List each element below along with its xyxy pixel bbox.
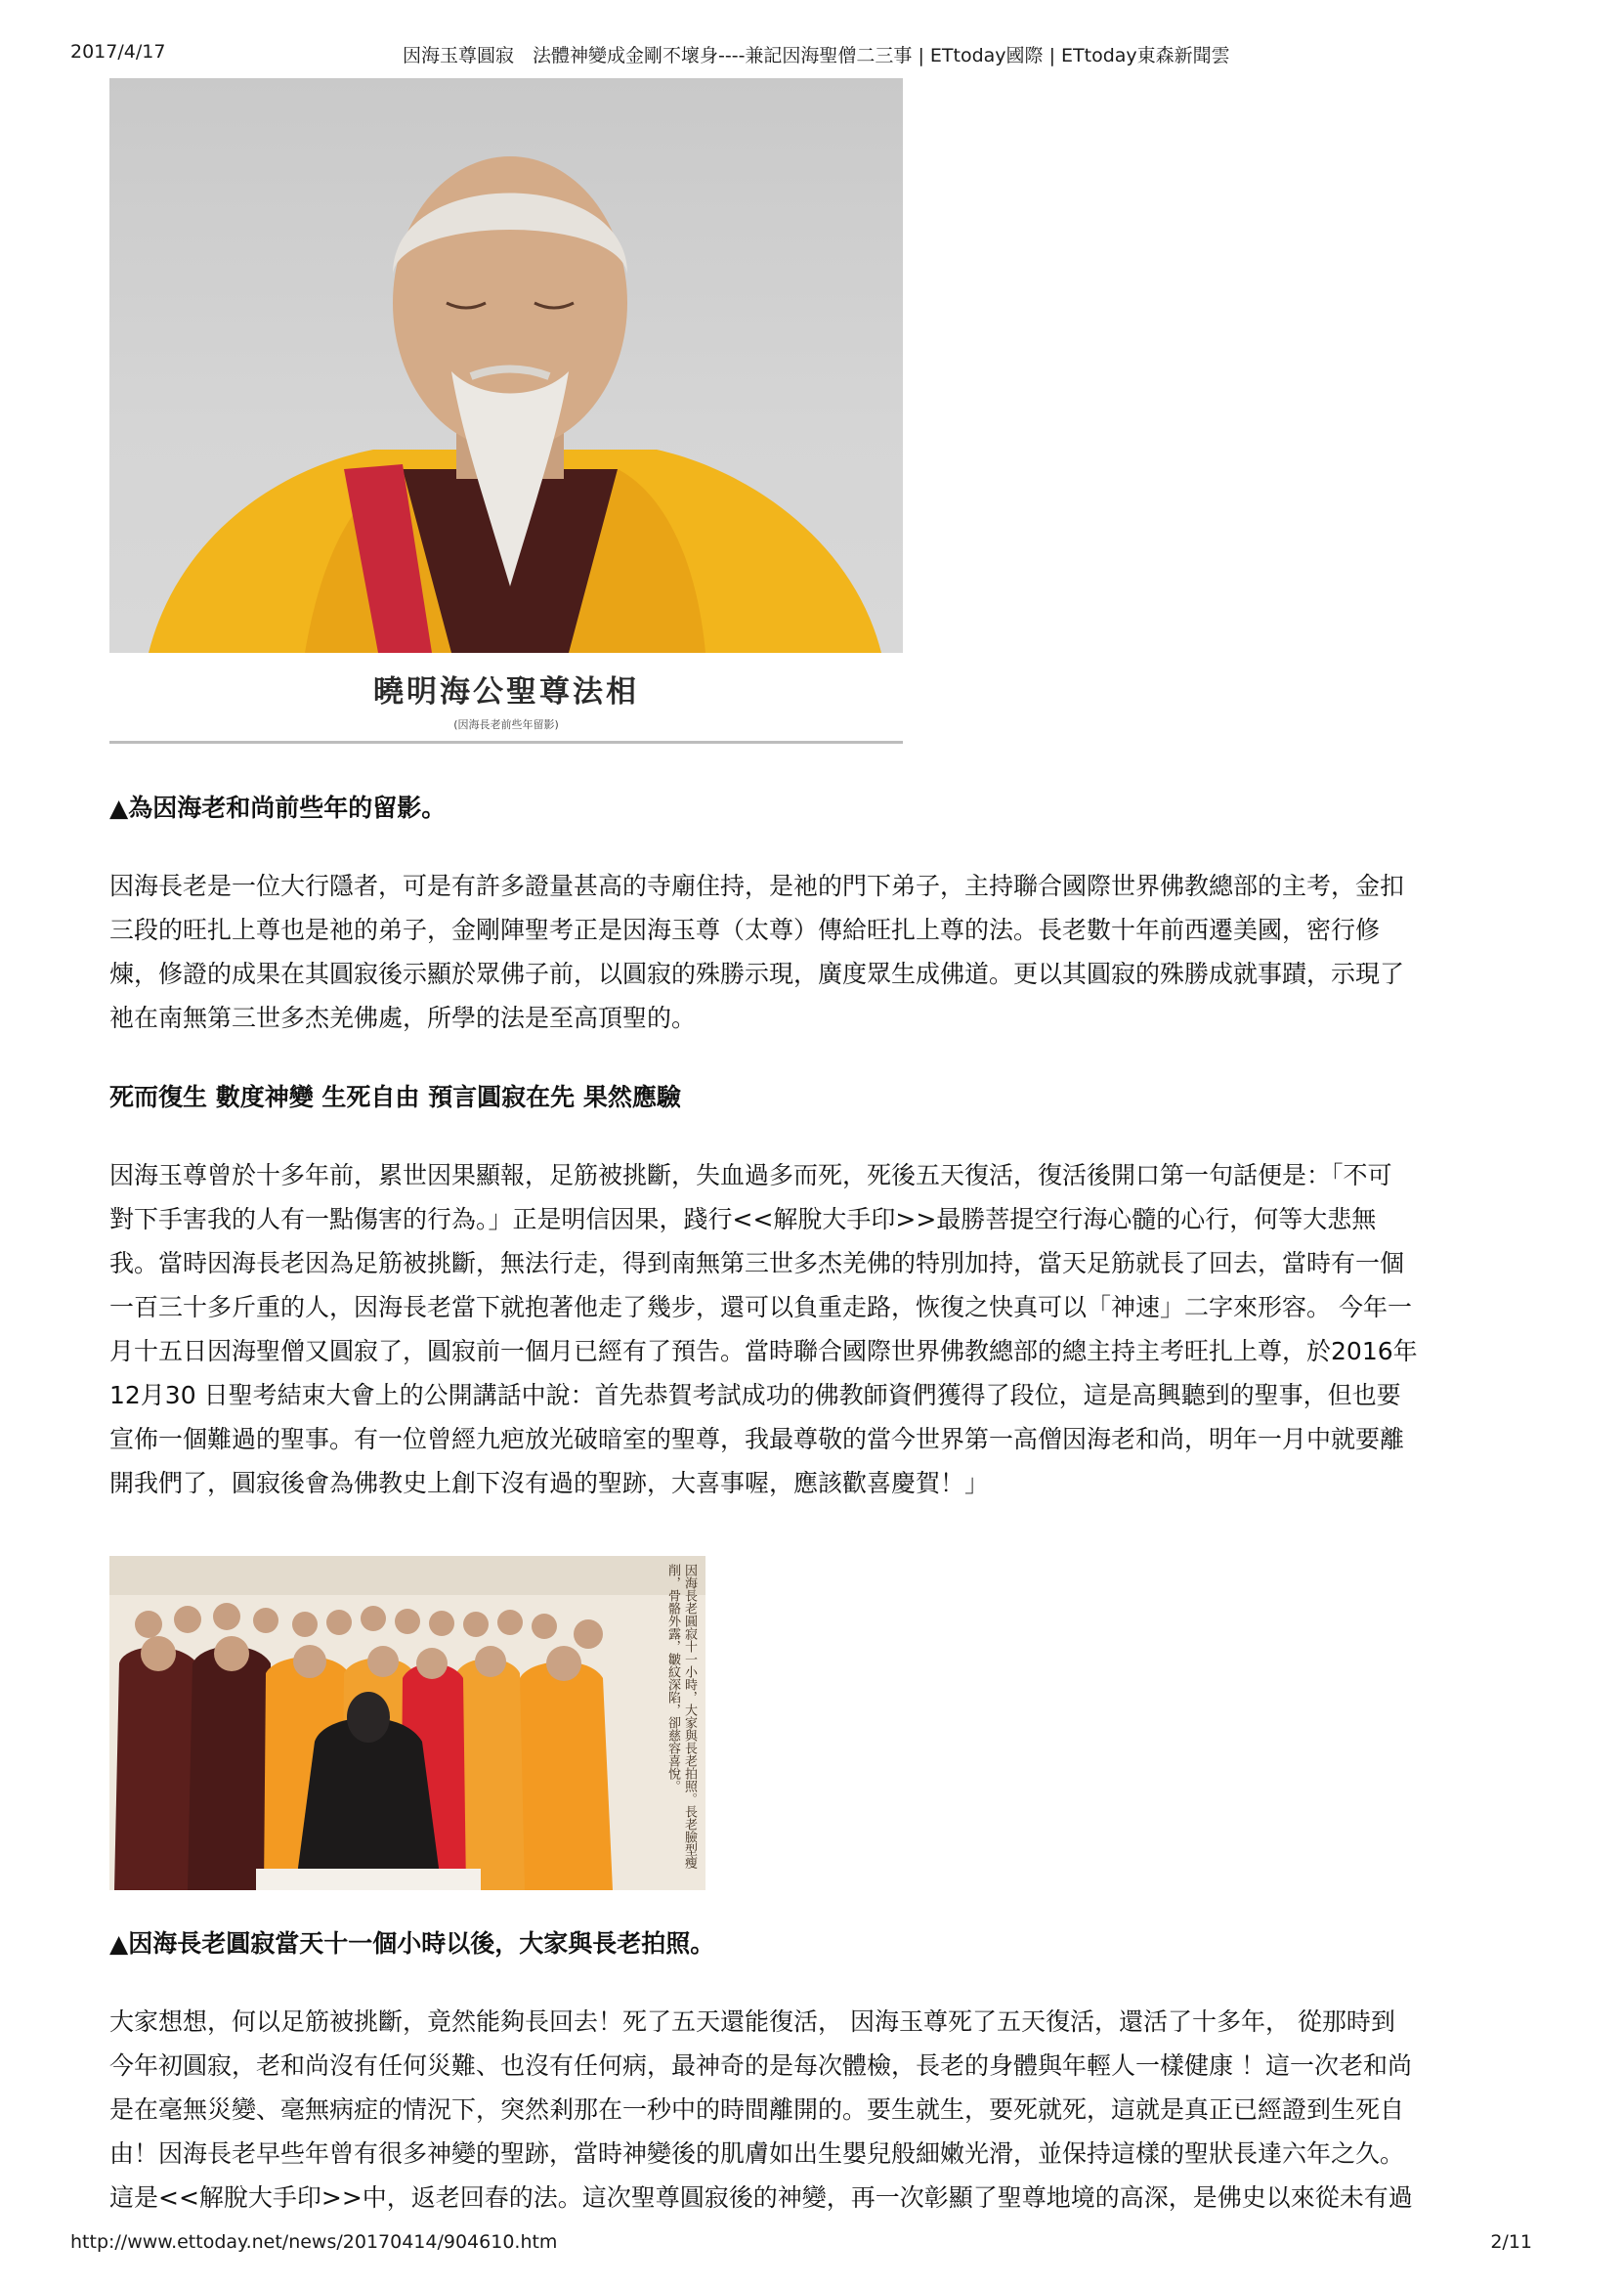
portrait-caption-sub: (因海長老前些年留影) bbox=[453, 718, 559, 731]
group-illustration bbox=[109, 1556, 705, 1890]
header-title: 因海玉尊圓寂 法體神變成金剛不壞身----兼記因海聖僧二三事 | ETtoday國際 | ETtoday東森新聞雲 bbox=[403, 45, 1230, 66]
footer-url[interactable]: http://www.ettoday.net/news/20170414/904610.htm bbox=[70, 2231, 558, 2253]
text-line: 煉，修證的成果在其圓寂後示顯於眾佛子前，以圓寂的殊勝示現，廣度眾生成佛道。更以其圓寂的殊勝成就事蹟，示現了 bbox=[109, 960, 1405, 988]
text-line: 我。當時因海長老因為足筋被挑斷，無法行走，得到南無第三世多杰羌佛的特別加持，當天足筋就長了回去，當時有一個 bbox=[109, 1249, 1405, 1277]
paragraph-2 bbox=[109, 1153, 1536, 1505]
portrait-photo bbox=[109, 78, 903, 653]
text-line: 12月30 日聖考結束大會上的公開講話中說：首先恭賀考試成功的佛教師資們獲得了段位，這是高興聽到的聖事，但也要 bbox=[109, 1381, 1401, 1409]
text-line: 一百三十多斤重的人，因海長老當下就抱著他走了幾步，還可以負重走路，恢復之快真可以「神速」二字來形容。 今年一 bbox=[109, 1293, 1412, 1321]
text-line: 今年初圓寂，老和尚沒有任何災難、也沒有任何病，最神奇的是每次體檢，長老的身體與年輕人一樣健康 ！這一次老和尚 bbox=[109, 2051, 1412, 2080]
footer-page-number: 2/11 bbox=[1490, 2231, 1532, 2253]
text-line: 開我們了，圓寂後會為佛教史上創下沒有過的聖跡，大喜事喔，應該歡喜慶賀！」 bbox=[109, 1469, 990, 1497]
text-line: 因海長老是一位大行隱者，可是有許多證量甚高的寺廟住持，是祂的門下弟子，主持聯合國際世界佛教總部的主考，金扣 bbox=[109, 872, 1405, 900]
section-heading: 死而復生 數度神變 生死自由 預言圓寂在先 果然應驗 bbox=[109, 1083, 681, 1111]
portrait-caption-title: 曉明海公聖尊法相 bbox=[373, 674, 639, 710]
text-line: 月十五日因海聖僧又圓寂了，圓寂前一個月已經有了預告。當時聯合國際世界佛教總部的總主持主考旺扎上尊，於2016年 bbox=[109, 1337, 1418, 1365]
text-line: 大家想想，何以足筋被挑斷，竟然能夠長回去！死了五天還能復活， 因海玉尊死了五天復活，還活了十多年， 從那時到 bbox=[109, 2007, 1395, 2036]
paragraph-1 bbox=[109, 864, 1536, 1040]
header-date: 2017/4/17 bbox=[70, 41, 166, 63]
text-line: 由！因海長老早些年曾有很多神變的聖跡，當時神變後的肌膚如出生嬰兒般細嫩光滑，並保持這樣的聖狀長達六年之久。 bbox=[109, 2139, 1405, 2168]
text-line: 三段的旺扎上尊也是祂的弟子，金剛陣聖考正是因海玉尊（太尊）傳給旺扎上尊的法。長老數十年前西遷美國，密行修 bbox=[109, 916, 1381, 944]
portrait-illustration bbox=[109, 78, 903, 653]
portrait-caption-band bbox=[109, 653, 903, 744]
group-photo bbox=[109, 1556, 705, 1890]
text-line: 祂在南無第三世多杰羌佛處，所學的法是至高頂聖的。 bbox=[109, 1004, 697, 1032]
text-line: 因海玉尊曾於十多年前，累世因果顯報，足筋被挑斷，失血過多而死，死後五天復活，復活後開口第一句話便是：「不可 bbox=[109, 1161, 1392, 1189]
photo-caption-1: ▲為因海老和尚前些年的留影。 bbox=[109, 794, 447, 822]
group-photo-side-text: 因海長老圓寂十一小時，大家與長老拍照。長老臉型瘦削，骨骼外露，皺紋深陷，卻慈容喜悅。 bbox=[665, 1564, 697, 1869]
paragraph-3 bbox=[109, 2000, 1536, 2220]
photo-caption-2: ▲因海長老圓寂當天十一個小時以後，大家與長老拍照。 bbox=[109, 1929, 715, 1958]
text-line: 宣佈一個難過的聖事。有一位曾經九疤放光破暗室的聖尊，我最尊敬的當今世界第一高僧因海老和尚，明年一月中就要離 bbox=[109, 1425, 1405, 1453]
text-line: 這是<<解脫大手印>>中，返老回春的法。這次聖尊圓寂後的神變，再一次彰顯了聖尊地境的高深，是佛史以來從未有過 bbox=[109, 2183, 1413, 2212]
text-line: 是在毫無災變、毫無病症的情況下，突然剎那在一秒中的時間離開的。要生就生，要死就死，這就是真正已經證到生死自 bbox=[109, 2095, 1405, 2124]
text-line: 對下手害我的人有一點傷害的行為。」正是明信因果，踐行<<解脫大手印>>最勝菩提空行海心髓的心行，何等大悲無 bbox=[109, 1205, 1377, 1233]
